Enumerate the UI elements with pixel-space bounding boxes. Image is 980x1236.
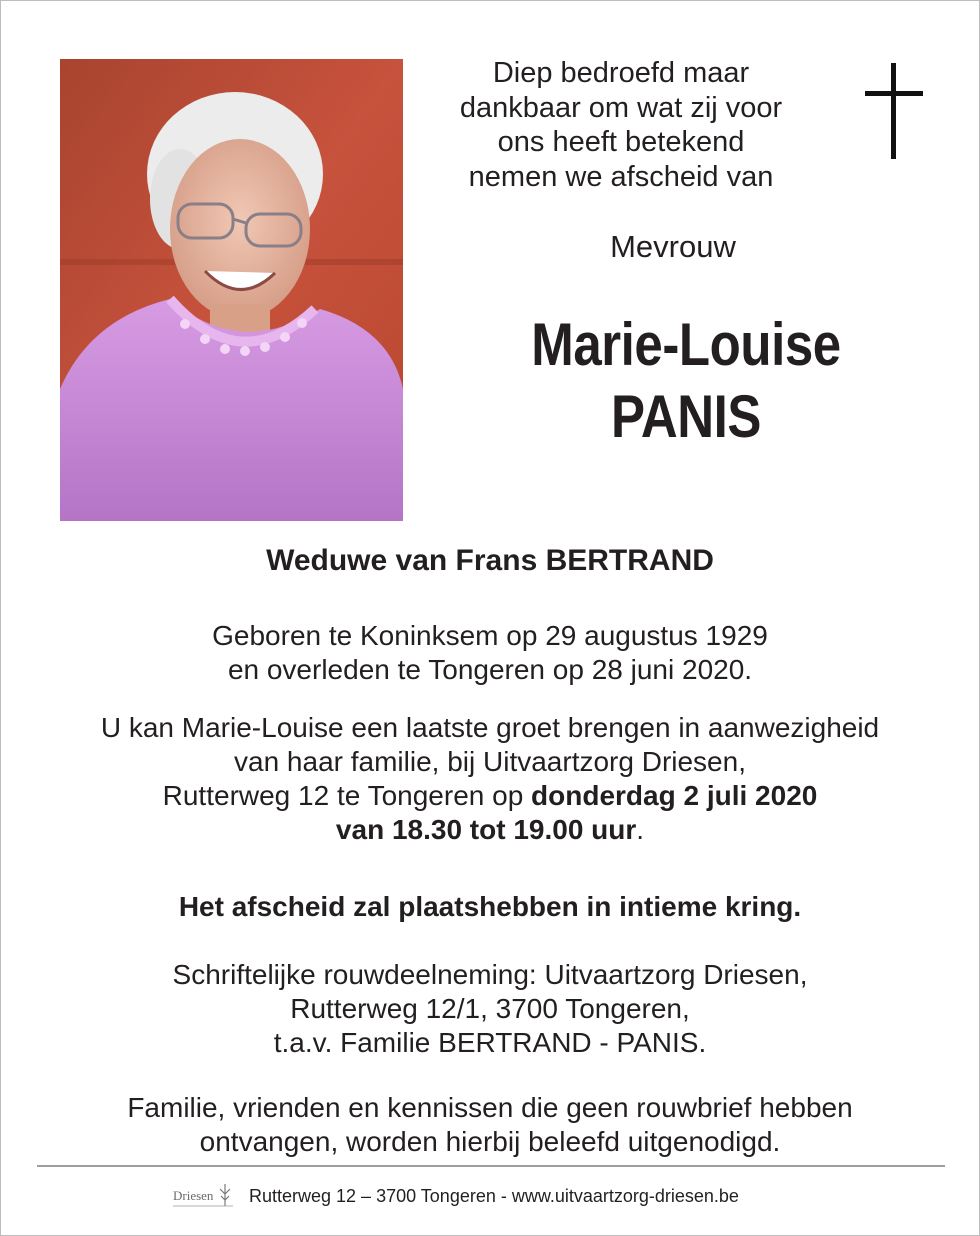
birth-line: Geboren te Koninksem op 29 augustus 1929 bbox=[212, 620, 768, 651]
visitation-line: van haar familie, bij Uitvaartzorg Driesen, bbox=[234, 746, 746, 777]
written-condolence-text bbox=[1, 958, 979, 1060]
portrait-photo bbox=[60, 59, 403, 521]
visitation-location: Rutterweg 12 te Tongeren op bbox=[162, 780, 532, 811]
footer bbox=[171, 1179, 739, 1213]
intimate-ceremony-line: Het afscheid zal plaatshebben in intieme kring. bbox=[178, 891, 802, 922]
intro-text bbox=[441, 56, 801, 194]
widow-line: Weduwe van Frans BERTRAND bbox=[266, 544, 714, 577]
invite-line: ontvangen, worden hierbij beleefd uitgenodigd. bbox=[199, 1126, 781, 1157]
first-name: Marie-Louise bbox=[531, 311, 841, 378]
footer-address: Rutterweg 12 – 3700 Tongeren - www.uitvaartzorg-driesen.be bbox=[249, 1185, 739, 1206]
funeral-home-logo bbox=[171, 1180, 237, 1212]
visitation-text bbox=[1, 711, 979, 847]
birth-death-text bbox=[1, 619, 979, 687]
condolence-line: Rutterweg 12/1, 3700 Tongeren, bbox=[290, 993, 690, 1024]
family-invite-text bbox=[1, 1091, 979, 1159]
intro-line: dankbaar om wat zij voor bbox=[459, 91, 783, 124]
intro-line: ons heeft betekend bbox=[497, 126, 745, 158]
intro-line: Diep bedroefd maar bbox=[492, 57, 750, 89]
visitation-line bbox=[1, 813, 979, 847]
visitation-line bbox=[1, 779, 979, 813]
visitation-date: donderdag 2 juli 2020 bbox=[531, 780, 818, 811]
intro-line: nemen we afscheid van bbox=[468, 160, 774, 193]
last-name: PANIS bbox=[611, 383, 761, 450]
footer-divider bbox=[37, 1165, 945, 1167]
cross-icon bbox=[865, 63, 923, 159]
portrait-image bbox=[60, 59, 403, 521]
logo-text: Driesen bbox=[173, 1188, 214, 1203]
visitation-line: U kan Marie-Louise een laatste groet brengen in aanwezigheid bbox=[100, 712, 880, 743]
honorific: Mevrouw bbox=[610, 229, 736, 264]
visitation-period: . bbox=[636, 814, 645, 845]
condolence-line: t.a.v. Familie BERTRAND - PANIS. bbox=[273, 1027, 707, 1058]
invite-line: Familie, vrienden en kennissen die geen rouwbrief hebben bbox=[127, 1092, 853, 1123]
death-line: en overleden te Tongeren op 28 juni 2020. bbox=[227, 654, 753, 685]
visitation-time: van 18.30 tot 19.00 uur bbox=[335, 814, 637, 845]
deceased-name bbox=[478, 309, 895, 453]
condolence-line: Schriftelijke rouwdeelneming: Uitvaartzorg Driesen, bbox=[172, 959, 808, 990]
